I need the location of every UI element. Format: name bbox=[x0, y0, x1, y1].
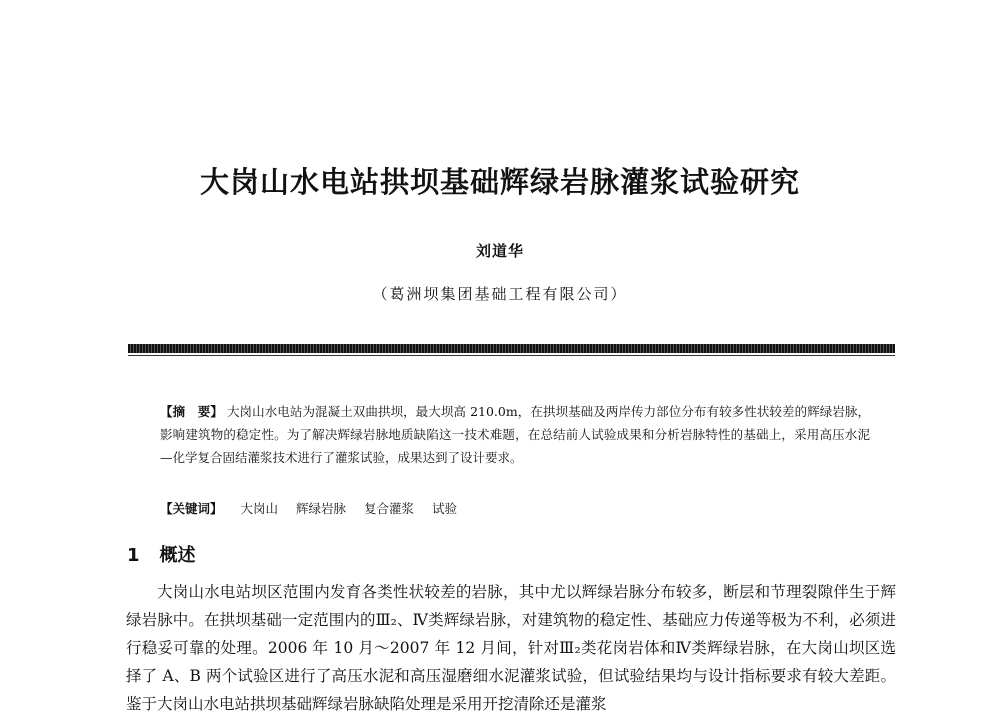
author-affiliation: （葛洲坝集团基础工程有限公司） bbox=[372, 285, 628, 303]
section-heading bbox=[127, 541, 196, 567]
header-divider bbox=[128, 344, 895, 353]
keyword: 大岗山 bbox=[240, 501, 279, 516]
keywords-label: 【关键词】 bbox=[160, 501, 223, 516]
section-title: 概述 bbox=[159, 545, 196, 566]
keyword: 复合灌浆 bbox=[364, 501, 415, 516]
keywords-block bbox=[160, 497, 870, 520]
keyword: 试验 bbox=[432, 501, 458, 516]
section-number: 1 bbox=[127, 545, 140, 566]
abstract-text: 大岗山水电站为混凝土双曲拱坝，最大坝高 210.0m，在拱坝基础及两岸传力部位分布有较多性状较差的辉绿岩脉，影响建筑物的稳定性。为了解决辉绿岩脉地质缺陷这一技术难题，在总结前人试验成果和分析岩脉特性的基础上，采用高压水泥—化学复合固结灌浆技术进行了灌浆试验，成果达到了设计要求。 bbox=[160, 404, 870, 465]
keyword: 辉绿岩脉 bbox=[296, 501, 347, 516]
abstract-block bbox=[160, 400, 870, 469]
abstract-label: 【摘 要】 bbox=[160, 404, 223, 419]
author-name: 刘道华 bbox=[475, 242, 524, 260]
body-paragraph: 大岗山水电站坝区范围内发育各类性状较差的岩脉，其中尤以辉绿岩脉分布较多，断层和节理裂隙伴生于辉绿岩脉中。在拱坝基础一定范围内的Ⅲ₂、Ⅳ类辉绿岩脉，对建筑物的稳定性、基础应力传递等极为不利，必须进行稳妥可靠的处理。2006 年 10 月～2007 年 12 月间，针对Ⅲ₂类花岗岩体和Ⅳ类辉绿岩脉，在大岗山坝区选择了 A、B 两个试验区进行了高压水泥和高压湿磨细水泥灌浆试验，但试验结果均与设计指标要求有较大差距。鉴于大岗山水电站拱坝基础辉绿岩脉缺陷处理是采用开挖清除还是灌浆 bbox=[126, 583, 896, 713]
paper-title: 大岗山水电站拱坝基础辉绿岩脉灌浆试验研究 bbox=[199, 165, 800, 199]
